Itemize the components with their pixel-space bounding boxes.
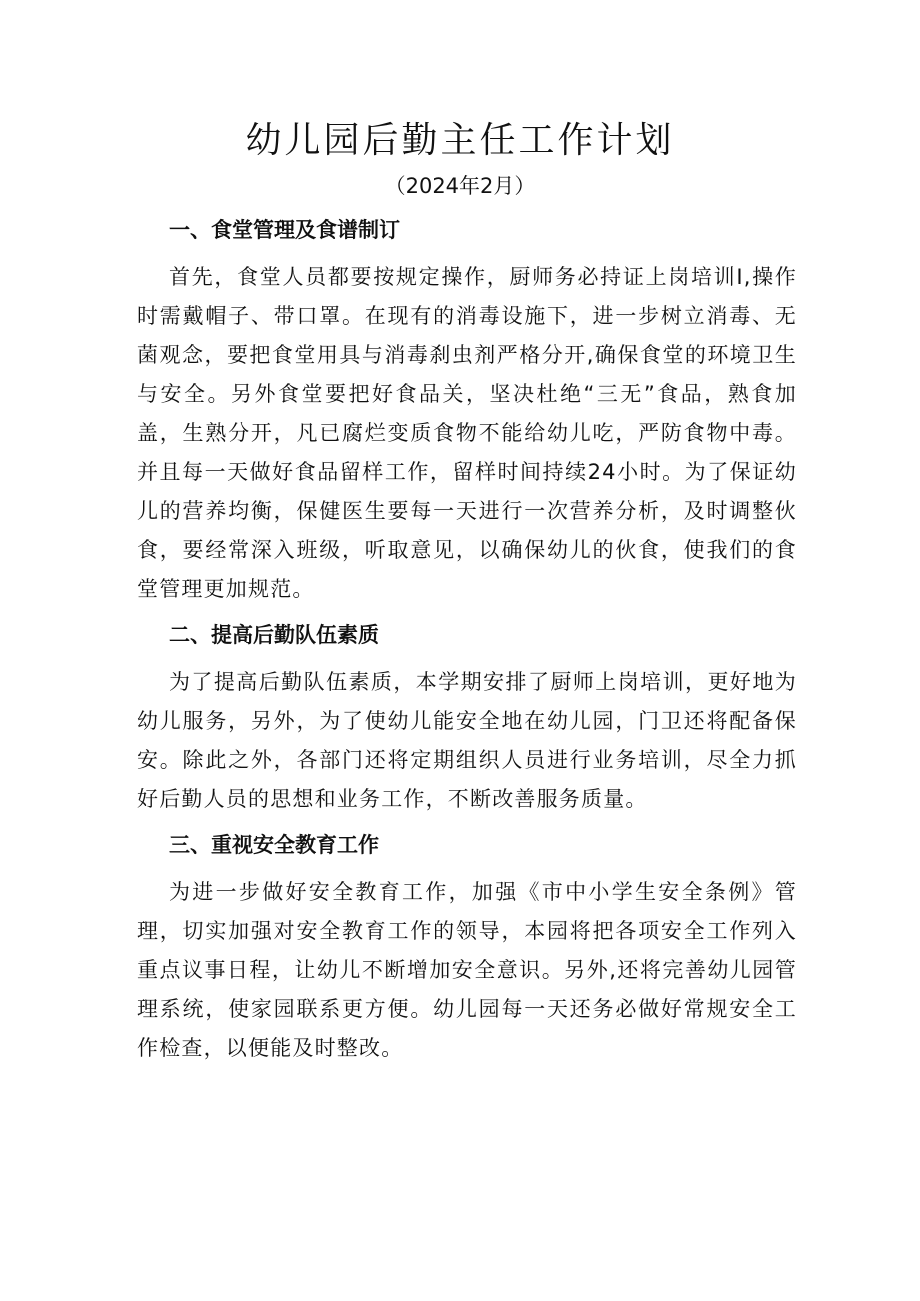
section-body-safety: 为进一步做好安全教育工作，加强《市中小学生安全条例》管理，切实加强对安全教育工作的领导，本园将把各项安全工作列入重点议事日程，让幼儿不断增加安全意识。另外,还将完善幼儿园管理系统，使家园联系更方便。幼儿园每一天还务必做好常规安全工作检查，以便能及时整改。	[137, 880, 797, 1060]
section-heading-safety: 三、重视安全教育工作	[169, 833, 379, 857]
document-date: （2024年2月）	[384, 174, 536, 198]
document-body	[137, 210, 797, 1068]
section-body-canteen: 首先，食堂人员都要按规定操作，厨师务必持证上岗培训I,操作时需戴帽子、带口罩。在现有的消毒设施下，进一步树立消毒、无菌观念，要把食堂用具与消毒刹虫剂严格分开,确保食堂的环境卫生与安全。另外食堂要把好食品关，坚决杜绝“三无”食品，熟食加盖，生熟分开，凡已腐烂变质食物不能给幼儿吃，严防食物中毒。并且每一天做好食品留样工作，留样时间持续24小时。为了保证幼儿的营养均衡，保健医生要每一天进行一次营养分析，及时调整伙食，要经常深入班级，听取意见，以确保幼儿的伙食，使我们的食堂管理更加规范。	[137, 265, 797, 601]
section-body-staff: 为了提高后勤队伍素质，本学期安排了厨师上岗培训，更好地为幼儿服务，另外，为了使幼儿能安全地在幼儿园，门卫还将配备保安。除此之外，各部门还将定期组织人员进行业务培训，尽全力抓好后勤人员的思想和业务工作，不断改善服务质量。	[137, 670, 797, 811]
document-title: 幼儿园后勤主任工作计划	[245, 120, 675, 161]
section-heading-staff: 二、提高后勤队伍素质	[169, 623, 379, 647]
section-heading-canteen: 一、食堂管理及食谱制订	[169, 218, 400, 242]
